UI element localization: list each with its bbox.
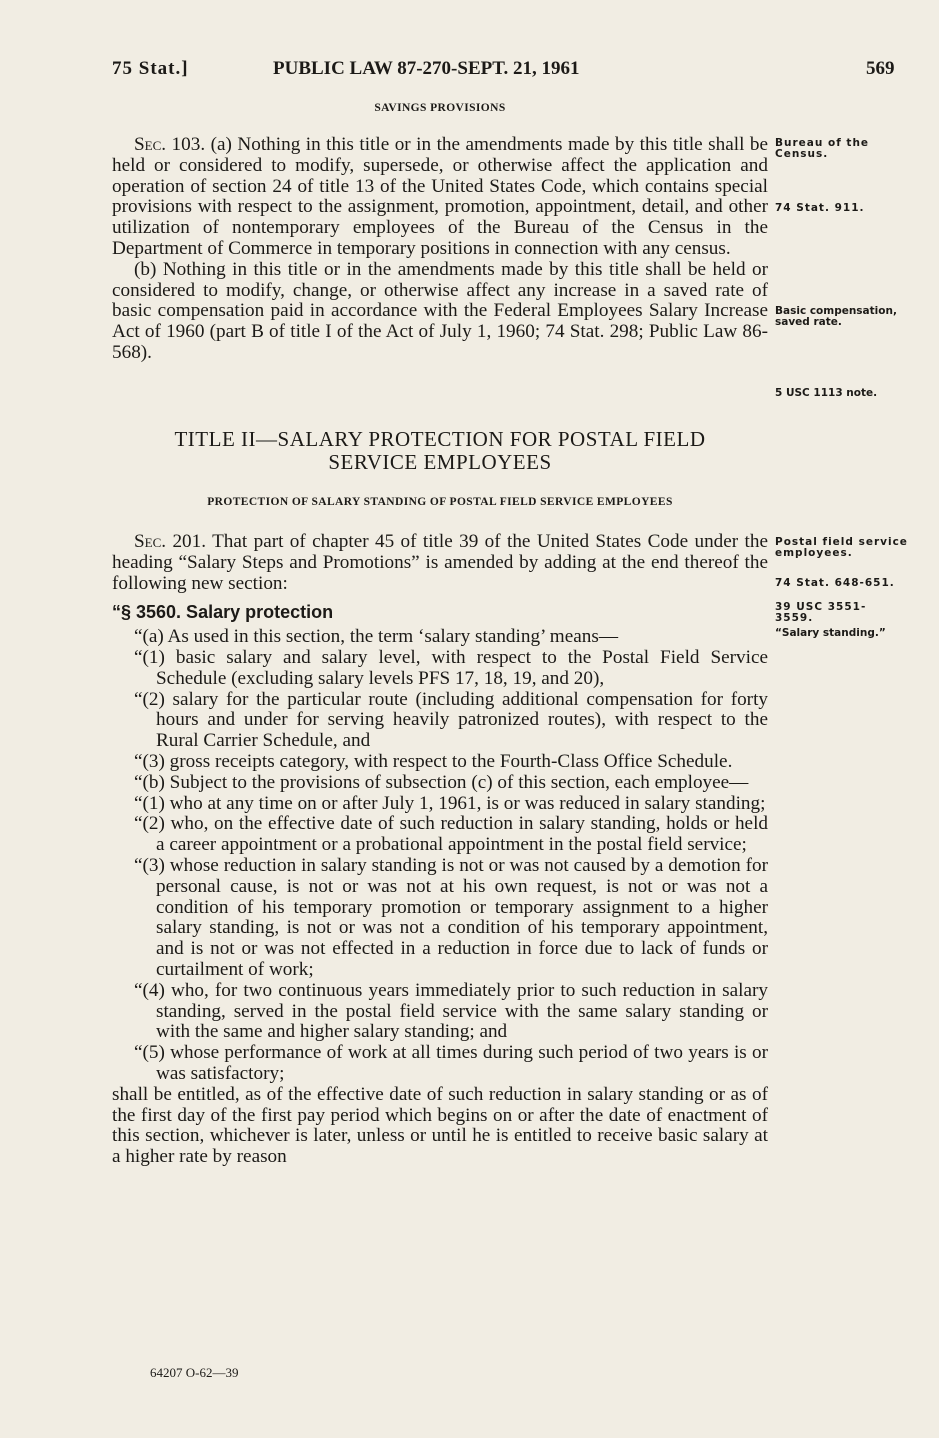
subsection-b-4: “(4) who, for two continuous years immediately prior to such reduction in salary standing, served in the postal field service with the same salary standing or with the same and higher salary standing; and [134,979,768,1043]
section-103-label: Sec. 103. [134,134,206,155]
section-201 [112,532,768,1168]
savings-provisions-heading: SAVINGS PROVISIONS [374,102,506,114]
subsection-b-3: “(3) whose reduction in salary standing is not or was not caused by a demotion for personal cause, is not or was not at his own request, is not or was not a condition of his temporary promotion or temporary assignment to a higher salary standing, is not or was not a condition of his temporary appointment, and is not or was not effected in a reduction in force due to lack of funds or curtailment of work; [134,854,768,980]
margin-note-postal-field: Postal field service employees. [775,536,908,559]
margin-note-saved-rate: Basic compensation, saved rate. [775,305,897,328]
margin-note-salary-standing: “Salary standing.” [775,627,886,639]
subsection-b-2: “(2) who, on the effective date of such reduction in salary standing, holds or held a career appointment or a probational appointment in the postal field service; [134,813,768,856]
subsection-b-1: “(1) who at any time on or after July 1, 1961, is or was reduced in salary standing; [134,792,766,814]
volume-reference: 75 Stat.] [112,58,189,79]
running-title: PUBLIC LAW 87-270-SEPT. 21, 1961 [273,58,580,79]
section-3560-heading: “§ 3560. Salary protection [112,602,334,623]
title-2-subheading: PROTECTION OF SALARY STANDING OF POSTAL FIELD SERVICE EMPLOYEES [207,496,673,508]
subsection-a-intro: “(a) As used in this section, the term ‘salary standing’ means— [134,626,619,648]
subsection-b-closing: shall be entitled, as of the effective date of such reduction in salary standing or as of the first day of the first pay period which begins on or after the date of enactment of this section, whichever is later, unless or until he is entitled to receive basic salary at a higher rate by reason [112,1083,768,1168]
print-code: 64207 O-62—39 [150,1365,239,1380]
section-103-a: Sec. 103. (a) Nothing in this title or in the amendments made by this title shall be held or considered to modify, supersede, or otherwise affect the application and operation of section 24 of title 13 of the United States Code, which contains special provisions with respect to the assignment, promotion, appointment, detail, and other utilization of nontemporary employees of the Bureau of the Census in the Department of Commerce in temporary positions in connection with any census. [112,134,768,259]
margin-note-census: Bureau of the Census. [775,137,870,160]
title-2-heading: TITLE II—SALARY PROTECTION FOR POSTAL FIELD SERVICE EMPLOYEES [174,427,706,474]
subsection-a-2: “(2) salary for the particular route (including additional compensation for forty hours and under for serving heavily patronized routes), with respect to the Rural Carrier Schedule, and [134,688,768,752]
section-201-label: Sec. 201. [134,531,207,552]
subsection-b-5: “(5) whose performance of work at all times during such period of two years is or was satisfactory; [134,1042,768,1084]
margin-note-5-usc-1113: 5 USC 1113 note. [775,387,878,399]
margin-note-74-stat-911: 74 Stat. 911. [775,202,865,214]
section-103-b: (b) Nothing in this title or in the amendments made by this title shall be held or considered to modify, change, or otherwise affect any increase in a saved rate of basic compensation paid in accordance with the Federal Employees Salary Increase Act of 1960 (part B of title I of the Act of July 1, 1960; 74 Stat. 298; Public Law 86-568). [112,258,768,363]
section-103 [112,135,768,364]
subsection-a-3: “(3) gross receipts category, with respect to the Fourth-Class Office Schedule. [134,750,733,772]
subsection-b-intro: “(b) Subject to the provisions of subsection (c) of this section, each employee— [134,771,749,793]
page-number: 569 [866,58,895,79]
margin-note-74-stat-648: 74 Stat. 648-651. [775,577,895,589]
subsection-a-1: “(1) basic salary and salary level, with respect to the Postal Field Service Schedule (excluding salary levels PFS 17, 18, 19, and 20), [134,646,768,689]
section-201-text: Sec. 201. That part of chapter 45 of title 39 of the United States Code under the heading “Salary Steps and Promotions” is amended by adding at the end thereof the following new section: [112,531,768,594]
margin-note-39-usc-3551: 39 USC 3551-3559. [775,601,867,624]
